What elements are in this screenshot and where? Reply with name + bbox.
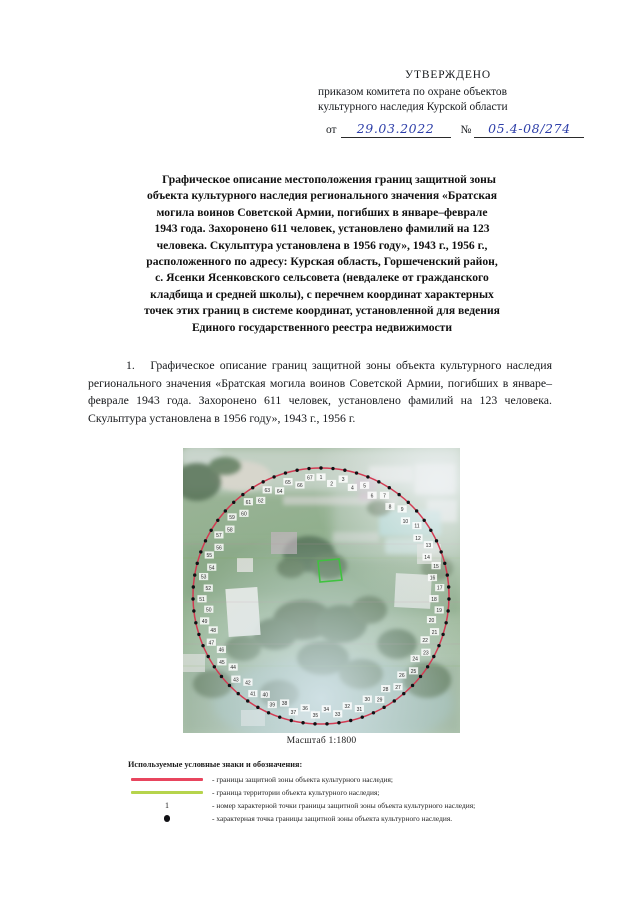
doc-title-line-3: могила воинов Советской Армии, погибших в январе–феврале (156, 205, 488, 219)
point-label: 43 (233, 677, 239, 684)
characteristic-point (246, 699, 249, 702)
point-label: 25 (410, 668, 417, 675)
approval-block (318, 68, 578, 138)
point-label: 1 (319, 475, 323, 482)
characteristic-point (372, 711, 375, 714)
doc-title-line-2: объекта культурного наследия регионального значения «Братская (147, 189, 497, 203)
doc-title-line-10: Единого государственного реестра недвижимости (191, 320, 453, 334)
characteristic-point (325, 722, 328, 725)
legend-row-point (128, 812, 528, 825)
point-label: 53 (200, 574, 207, 581)
characteristic-point (191, 597, 194, 600)
legend (128, 760, 528, 825)
characteristic-point (366, 475, 369, 478)
point-label: 40 (262, 692, 269, 699)
characteristic-point (272, 475, 275, 478)
characteristic-point (343, 469, 346, 472)
characteristic-point (349, 719, 352, 722)
point-label: 22 (422, 637, 428, 644)
point-label: 4 (350, 485, 354, 492)
paragraph-text: Графическое описание границ защитной зоны объекта культурного наследия регионального значения «Братская могила воинов Советской Армии, погибших в январе–феврале 1943 года. Захоронено 611 человек, установлено фамилий на 123 человека. Скульптура установлена в 1956 году», 1943 г., 1956 г. (88, 358, 552, 425)
point-label: 48 (210, 628, 216, 635)
characteristic-point (444, 621, 447, 624)
order-date-field (341, 120, 451, 139)
point-label: 57 (216, 533, 222, 539)
characteristic-point (193, 573, 196, 576)
point-label: 67 (307, 475, 313, 482)
point-dot-icon (128, 815, 206, 822)
characteristic-point (439, 550, 442, 553)
characteristic-point (393, 699, 396, 702)
point-label: 60 (241, 511, 247, 518)
point-label: 45 (219, 659, 225, 666)
legend-text-point-number: - номер характерной точки границы защитной зоны объекта культурного наследия; (212, 801, 476, 810)
point-label: 38 (281, 701, 288, 708)
characteristic-point (337, 721, 340, 724)
point-label: 3 (341, 477, 345, 484)
point-label: 28 (382, 686, 389, 693)
characteristic-point (192, 585, 195, 588)
red-line-icon (128, 778, 206, 780)
characteristic-point (429, 529, 432, 532)
point-label: 27 (395, 684, 401, 691)
characteristic-point (419, 675, 422, 678)
characteristic-point (216, 519, 219, 522)
characteristic-point (237, 692, 240, 695)
point-label: 39 (269, 702, 276, 709)
legend-row-point-number (128, 799, 528, 812)
order-number-label: № (460, 123, 472, 136)
characteristic-point (446, 609, 449, 612)
point-label: 66 (297, 483, 303, 490)
satellite-map (183, 448, 460, 733)
point-label: 61 (245, 499, 252, 506)
doc-title-line-9: точек этих границ в системе координат, установленной для ведения (144, 304, 500, 318)
characteristic-point (196, 562, 199, 565)
map-haze-north (183, 448, 460, 733)
characteristic-point (331, 467, 334, 470)
point-label: 62 (257, 498, 264, 505)
point-label: 63 (264, 487, 271, 494)
point-label: 64 (276, 488, 283, 495)
characteristic-point (241, 493, 244, 496)
characteristic-point (301, 721, 304, 724)
point-label: 50 (205, 607, 212, 614)
doc-title-line-5: человека. Скульптура установлена в 1956 году», 1943 г., 1956 г., (156, 238, 488, 252)
point-label: 65 (285, 479, 291, 486)
characteristic-point (194, 621, 197, 624)
point-label: 30 (364, 697, 371, 704)
point-label: 42 (245, 680, 251, 687)
legend-text-territory: - граница территории объекта культурного наследия; (212, 788, 380, 797)
characteristic-point (388, 486, 391, 489)
characteristic-point (443, 562, 446, 565)
point-label: 10 (402, 519, 409, 526)
characteristic-point (197, 633, 200, 636)
point-label: 6 (370, 493, 374, 500)
characteristic-point (361, 715, 364, 718)
characteristic-point (447, 597, 450, 600)
point-label: 2 (330, 481, 333, 488)
characteristic-point (426, 665, 429, 668)
characteristic-point (261, 480, 264, 483)
point-label: 19 (436, 608, 442, 615)
point-label: 18 (431, 596, 437, 603)
paragraph-number: 1. (126, 358, 135, 372)
legend-row-territory (128, 786, 528, 799)
point-label: 32 (344, 704, 351, 711)
characteristic-point (204, 539, 207, 542)
point-label: 29 (376, 697, 383, 704)
characteristic-point (435, 539, 438, 542)
doc-title-line-8: кладбища и средней школы), с перечнем координат характерных (150, 287, 494, 301)
characteristic-point (251, 486, 254, 489)
doc-title-line-4: 1943 года. Захоронено 611 человек, установлено фамилий на 123 (154, 222, 490, 236)
point-label: 36 (302, 705, 308, 712)
characteristic-point (432, 655, 435, 658)
characteristic-point (199, 550, 202, 553)
characteristic-point (313, 722, 316, 725)
characteristic-point (278, 715, 281, 718)
point-label: 49 (201, 619, 208, 626)
point-label: 9 (400, 507, 404, 514)
characteristic-point (423, 519, 426, 522)
point-label: 35 (312, 712, 319, 719)
characteristic-point (201, 644, 204, 647)
point-label: 55 (206, 553, 213, 560)
point-label: 31 (356, 706, 363, 713)
point-label: 16 (429, 575, 436, 582)
characteristic-point (307, 467, 310, 470)
characteristic-point (397, 493, 400, 496)
point-label: 13 (425, 542, 432, 549)
approval-line-1: приказом комитета по охране объектов (318, 85, 507, 98)
characteristic-point (319, 466, 322, 469)
point-label: 56 (216, 545, 222, 552)
map-scale-caption: Масштаб 1:1800 (286, 735, 357, 746)
doc-title-line-6: расположенного по адресу: Курская область, Горшеченский район, (146, 255, 498, 269)
characteristic-point (415, 509, 418, 512)
characteristic-point (407, 501, 410, 504)
point-number-glyph: 1 (165, 800, 169, 810)
point-label: 33 (334, 711, 341, 718)
point-label: 54 (208, 565, 215, 572)
point-label: 46 (218, 647, 225, 654)
characteristic-point (224, 509, 227, 512)
legend-row-protective-zone (128, 773, 528, 786)
point-label: 51 (199, 596, 205, 603)
characteristic-point (402, 692, 405, 695)
point-label: 59 (229, 515, 235, 522)
point-label: 37 (290, 709, 297, 716)
legend-title: Используемые условные знаки и обозначения: (128, 760, 303, 769)
point-label: 21 (431, 629, 438, 636)
characteristic-point (232, 501, 235, 504)
point-label: 52 (205, 586, 212, 593)
doc-title-line-7: с. Ясенки Ясенковского сельсовета (невдалеке от гражданского (155, 271, 489, 285)
point-label: 15 (433, 563, 439, 570)
order-number-handwriting: 05.4-08/274 (488, 120, 571, 136)
characteristic-point (228, 684, 231, 687)
characteristic-point (295, 469, 298, 472)
legend-text-point: - характерная точка границы защитной зоны объекта культурного наследия. (212, 814, 453, 823)
characteristic-point (256, 706, 259, 709)
characteristic-point (220, 675, 223, 678)
approval-title: УТВЕРЖДЕНО (405, 69, 491, 81)
characteristic-point (290, 719, 293, 722)
characteristic-point (355, 471, 358, 474)
point-label: 24 (412, 656, 418, 663)
characteristic-point (437, 644, 440, 647)
order-date-handwriting: 29.03.2022 (356, 120, 435, 136)
approval-line-2: культурного наследия Курской области (318, 101, 508, 113)
characteristic-point (213, 665, 216, 668)
point-label: 8 (388, 504, 392, 511)
point-label: 26 (399, 673, 405, 680)
order-number-field (474, 120, 584, 139)
point-label: 34 (323, 706, 330, 713)
point-label: 44 (230, 665, 236, 672)
point-number-icon (128, 802, 206, 810)
page-title (96, 172, 548, 336)
point-label: 58 (227, 527, 233, 534)
point-label: 5 (363, 483, 366, 490)
point-label: 41 (250, 691, 256, 698)
doc-title-line-1: Графическое описание местоположения границ защитной зоны (162, 173, 496, 186)
characteristic-point (192, 609, 195, 612)
point-label: 14 (424, 555, 430, 562)
order-date-label: от (326, 123, 337, 136)
characteristic-point (284, 471, 287, 474)
point-label: 47 (208, 640, 215, 647)
characteristic-point (411, 684, 414, 687)
section-1-paragraph (88, 357, 552, 427)
characteristic-point (447, 585, 450, 588)
characteristic-point (377, 480, 380, 483)
green-line-icon (128, 791, 206, 793)
characteristic-point (441, 633, 444, 636)
map-canvas (183, 448, 460, 733)
point-label: 7 (383, 493, 386, 500)
point-label: 23 (423, 650, 429, 657)
characteristic-point (267, 711, 270, 714)
characteristic-point (209, 529, 212, 532)
characteristic-point (446, 573, 449, 576)
point-label: 11 (414, 523, 420, 530)
characteristic-point (207, 655, 210, 658)
point-label: 20 (428, 617, 435, 624)
point-label: 12 (415, 536, 421, 543)
point-label: 17 (436, 585, 443, 592)
order-reference-row (318, 120, 578, 139)
legend-text-protective-zone: - границы защитной зоны объекта культурного наследия; (212, 775, 393, 784)
characteristic-point (382, 706, 385, 709)
